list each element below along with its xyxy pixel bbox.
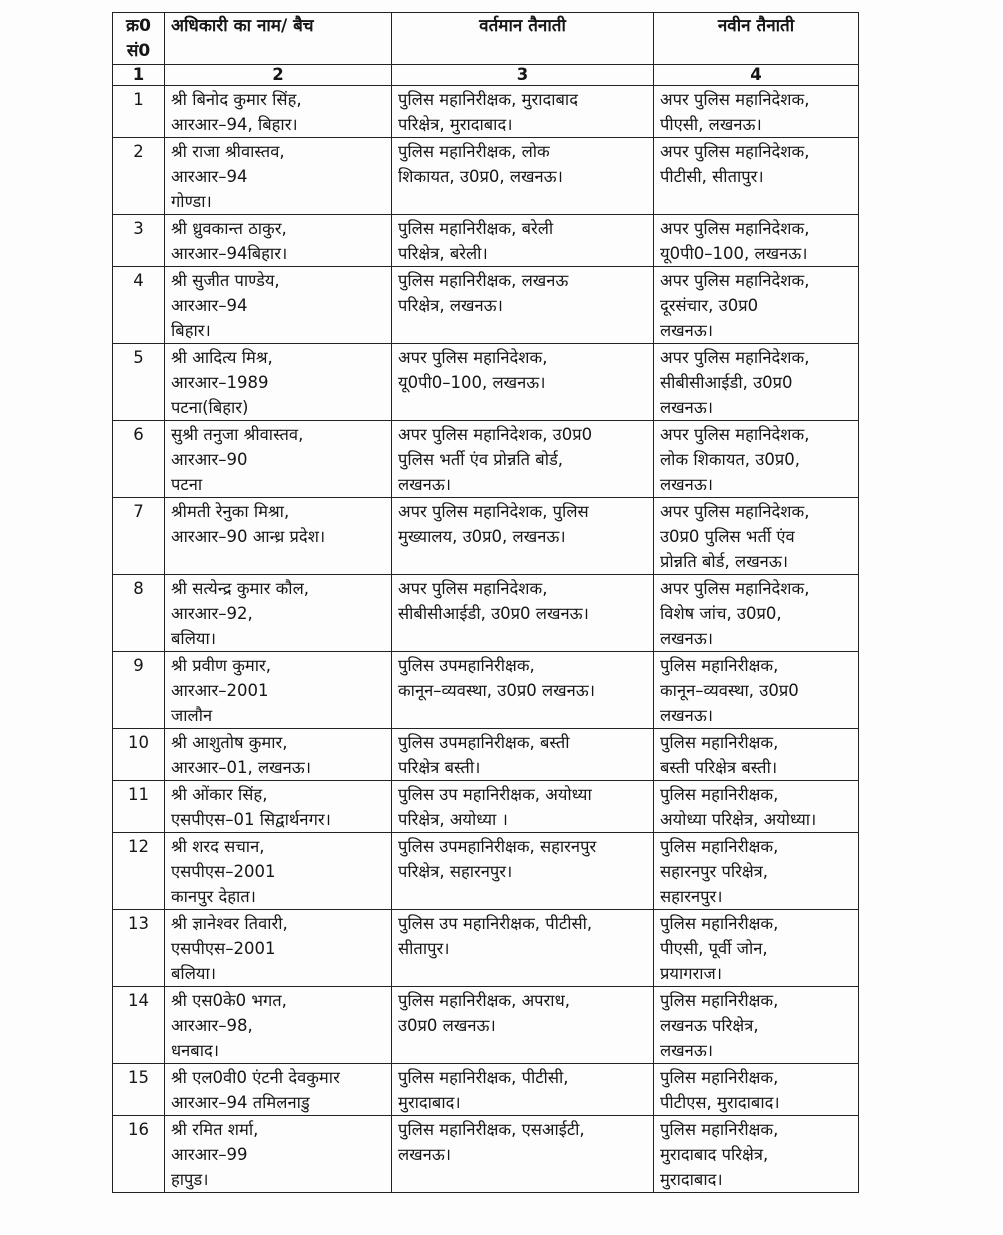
officer-name-line: बिहार। — [171, 321, 211, 340]
new-posting-line: लखनऊ। — [660, 475, 714, 494]
column-number: 1 — [113, 65, 165, 86]
current-posting-line: परिक्षेत्र, अयोध्या । — [398, 810, 508, 829]
officer-name-line: बलिया। — [171, 964, 216, 983]
current-posting-line: पुलिस उपमहानिरीक्षक, बस्ती — [398, 733, 570, 752]
new-posting-line: पुलिस महानिरीक्षक, — [660, 991, 779, 1010]
current-posting-line: पुलिस महानिरीक्षक, लखनऊ — [398, 271, 569, 290]
new-posting-line: सहारनपुर परिक्षेत्र, — [660, 862, 769, 881]
new-posting-cell — [654, 1116, 859, 1193]
table-row — [113, 1064, 859, 1116]
table-row — [113, 781, 859, 833]
officer-name-line: एसपीएस–2001 — [171, 939, 276, 958]
header-officer-name: अधिकारी का नाम/ बैच — [165, 13, 392, 65]
transfer-table — [112, 12, 859, 1193]
new-posting-line: दूरसंचार, उ0प्र0 — [660, 296, 759, 315]
new-posting-line: पीएसी, पूर्वी जोन, — [660, 939, 768, 958]
current-posting-line: सीबीसीआईडी, उ0प्र0 लखनऊ। — [398, 604, 589, 623]
current-posting-line: कानून–व्यवस्था, उ0प्र0 लखनऊ। — [398, 681, 596, 700]
new-posting-line: उ0प्र0 पुलिस भर्ती एंव — [660, 527, 795, 546]
new-posting-line: पुलिस महानिरीक्षक, — [660, 656, 779, 675]
current-posting-line: पुलिस महानिरीक्षक, पीटीसी, — [398, 1068, 569, 1087]
officer-name-line: एसपीएस–2001 — [171, 862, 276, 881]
new-posting-cell — [654, 987, 859, 1064]
officer-name-cell — [165, 421, 392, 498]
current-posting-line: परिक्षेत्र, लखनऊ। — [398, 296, 503, 315]
officer-name-line: श्री राजा श्रीवास्तव, — [171, 142, 285, 161]
officer-name-cell — [165, 910, 392, 987]
officer-name-line: आरआर–01, लखनऊ। — [171, 758, 312, 777]
table-row — [113, 575, 859, 652]
new-posting-line: यू0पी0–100, लखनऊ। — [660, 244, 808, 263]
current-posting-line: मुख्यालय, उ0प्र0, लखनऊ। — [398, 527, 566, 546]
current-posting-cell — [392, 215, 654, 267]
new-posting-line: अपर पुलिस महानिदेशक, — [660, 142, 810, 161]
officer-name-line: श्री आशुतोष कुमार, — [171, 733, 288, 752]
current-posting-line: पुलिस उपमहानिरीक्षक, सहारनपुर — [398, 837, 597, 856]
new-posting-line: अपर पुलिस महानिदेशक, — [660, 348, 810, 367]
serial-number-cell: 16 — [113, 1116, 165, 1193]
serial-number-cell: 4 — [113, 267, 165, 344]
serial-number-cell: 7 — [113, 498, 165, 575]
new-posting-line: पीएसी, लखनऊ। — [660, 115, 762, 134]
new-posting-line: अयोध्या परिक्षेत्र, अयोध्या। — [660, 810, 817, 829]
new-posting-line: अपर पुलिस महानिदेशक, — [660, 425, 810, 444]
new-posting-line: लोक शिकायत, उ0प्र0, — [660, 450, 800, 469]
new-posting-line: कानून–व्यवस्था, उ0प्र0 — [660, 681, 799, 700]
new-posting-line: मुरादाबाद। — [660, 1170, 723, 1189]
officer-name-line: एसपीएस–01 सिद्वार्थनगर। — [171, 810, 331, 829]
officer-name-line: आरआर–92, — [171, 604, 253, 623]
table-row — [113, 498, 859, 575]
officer-name-line: जालौन — [171, 706, 213, 725]
column-number-row — [113, 65, 859, 86]
officer-name-line: श्री एस0के0 भगत, — [171, 991, 287, 1010]
current-posting-line: पुलिस भर्ती एंव प्रोन्नति बोर्ड, — [398, 450, 564, 469]
serial-number-cell: 5 — [113, 344, 165, 421]
officer-name-line: श्री सत्येन्द्र कुमार कौल, — [171, 579, 309, 598]
table-row — [113, 138, 859, 215]
officer-name-line: आरआर–94, बिहार। — [171, 115, 298, 134]
new-posting-cell — [654, 86, 859, 138]
table-row — [113, 729, 859, 781]
serial-number-cell: 13 — [113, 910, 165, 987]
officer-name-line: आरआर–90 आन्ध्र प्रदेश। — [171, 527, 326, 546]
officer-name-line: आरआर–98, — [171, 1016, 253, 1035]
current-posting-cell — [392, 575, 654, 652]
table-row — [113, 215, 859, 267]
officer-name-line: आरआर–90 — [171, 450, 248, 469]
new-posting-cell — [654, 498, 859, 575]
current-posting-line: परिक्षेत्र, सहारनपुर। — [398, 862, 513, 881]
officer-name-line: श्री ओंकार सिंह, — [171, 785, 268, 804]
officer-name-cell — [165, 652, 392, 729]
new-posting-line: पुलिस महानिरीक्षक, — [660, 914, 779, 933]
new-posting-cell — [654, 652, 859, 729]
current-posting-cell — [392, 987, 654, 1064]
current-posting-cell — [392, 1116, 654, 1193]
officer-name-line: आरआर–94 तमिलनाडु — [171, 1093, 310, 1112]
officer-name-line: आरआर–94 — [171, 167, 248, 186]
officer-name-cell — [165, 267, 392, 344]
new-posting-cell — [654, 344, 859, 421]
current-posting-line: पुलिस उप महानिरीक्षक, अयोध्या — [398, 785, 592, 804]
current-posting-line: अपर पुलिस महानिदेशक, पुलिस — [398, 502, 589, 521]
officer-name-cell — [165, 833, 392, 910]
officer-name-line: कानपुर देहात। — [171, 887, 256, 906]
officer-name-line: श्री प्रवीण कुमार, — [171, 656, 272, 675]
officer-name-line: श्री रमित शर्मा, — [171, 1120, 259, 1139]
serial-number-cell: 12 — [113, 833, 165, 910]
officer-name-line: आरआर–99 — [171, 1145, 248, 1164]
officer-name-line: बलिया। — [171, 629, 216, 648]
current-posting-line: सीतापुर। — [398, 939, 450, 958]
current-posting-line: यू0पी0–100, लखनऊ। — [398, 373, 546, 392]
new-posting-cell — [654, 729, 859, 781]
header-serial-line: सं0 — [126, 41, 151, 61]
table-row — [113, 833, 859, 910]
new-posting-line: लखनऊ। — [660, 398, 714, 417]
new-posting-line: पुलिस महानिरीक्षक, — [660, 733, 779, 752]
table-row — [113, 652, 859, 729]
new-posting-line: पुलिस महानिरीक्षक, — [660, 1120, 779, 1139]
current-posting-line: पुलिस महानिरीक्षक, बरेली — [398, 219, 554, 238]
officer-name-line: श्री ज्ञानेश्वर तिवारी, — [171, 914, 288, 933]
new-posting-line: बस्ती परिक्षेत्र बस्ती। — [660, 758, 778, 777]
new-posting-cell — [654, 267, 859, 344]
new-posting-line: पुलिस महानिरीक्षक, — [660, 1068, 779, 1087]
current-posting-cell — [392, 138, 654, 215]
current-posting-line: लखनऊ। — [398, 1145, 452, 1164]
table-body — [113, 86, 859, 1193]
table-row — [113, 344, 859, 421]
new-posting-line: अपर पुलिस महानिदेशक, — [660, 502, 810, 521]
table-row — [113, 910, 859, 987]
serial-number-cell: 1 — [113, 86, 165, 138]
officer-name-cell — [165, 1116, 392, 1193]
officer-name-line: हापुड। — [171, 1170, 209, 1189]
new-posting-cell — [654, 910, 859, 987]
officer-name-cell — [165, 215, 392, 267]
new-posting-cell — [654, 215, 859, 267]
new-posting-line: लखनऊ। — [660, 1041, 714, 1060]
officer-name-line: श्रीमती रेनुका मिश्रा, — [171, 502, 290, 521]
current-posting-line: परिक्षेत्र, बरेली। — [398, 244, 488, 263]
header-serial-line: क्र0 — [126, 16, 151, 36]
officer-name-cell — [165, 498, 392, 575]
officer-name-cell — [165, 781, 392, 833]
serial-number-cell: 6 — [113, 421, 165, 498]
current-posting-line: अपर पुलिस महानिदेशक, — [398, 348, 548, 367]
new-posting-line: प्रयागराज। — [660, 964, 723, 983]
new-posting-line: मुरादाबाद परिक्षेत्र, — [660, 1145, 769, 1164]
new-posting-cell — [654, 138, 859, 215]
officer-name-cell — [165, 86, 392, 138]
new-posting-line: अपर पुलिस महानिदेशक, — [660, 271, 810, 290]
serial-number-cell: 10 — [113, 729, 165, 781]
current-posting-cell — [392, 344, 654, 421]
current-posting-line: पुलिस उप महानिरीक्षक, पीटीसी, — [398, 914, 593, 933]
current-posting-cell — [392, 86, 654, 138]
current-posting-cell — [392, 652, 654, 729]
new-posting-cell — [654, 421, 859, 498]
serial-number-cell: 9 — [113, 652, 165, 729]
officer-name-cell — [165, 987, 392, 1064]
current-posting-line: परिक्षेत्र बस्ती। — [398, 758, 481, 777]
officer-name-cell — [165, 575, 392, 652]
current-posting-cell — [392, 910, 654, 987]
officer-name-cell — [165, 1064, 392, 1116]
serial-number-cell: 15 — [113, 1064, 165, 1116]
header-current-posting: वर्तमान तैनाती — [392, 13, 654, 65]
new-posting-line: सहारनपुर। — [660, 887, 723, 906]
new-posting-cell — [654, 1064, 859, 1116]
new-posting-line: पुलिस महानिरीक्षक, — [660, 785, 779, 804]
current-posting-line: पुलिस उपमहानिरीक्षक, — [398, 656, 535, 675]
header-row — [113, 13, 859, 65]
serial-number-cell: 3 — [113, 215, 165, 267]
table-row — [113, 421, 859, 498]
current-posting-line: अपर पुलिस महानिदेशक, — [398, 579, 548, 598]
new-posting-line: लखनऊ। — [660, 629, 714, 648]
current-posting-line: शिकायत, उ0प्र0, लखनऊ। — [398, 167, 563, 186]
table-row — [113, 86, 859, 138]
table-row — [113, 267, 859, 344]
officer-name-line: आरआर–94बिहार। — [171, 244, 288, 263]
header-new-posting: नवीन तैनाती — [654, 13, 859, 65]
officer-name-cell — [165, 138, 392, 215]
header-serial — [113, 13, 165, 65]
current-posting-line: मुरादाबाद। — [398, 1093, 461, 1112]
current-posting-line: पुलिस महानिरीक्षक, मुरादाबाद — [398, 90, 578, 109]
serial-number-cell: 11 — [113, 781, 165, 833]
column-number: 3 — [392, 65, 654, 86]
current-posting-cell — [392, 1064, 654, 1116]
current-posting-cell — [392, 729, 654, 781]
officer-name-line: पटना(बिहार) — [171, 398, 249, 417]
officer-name-line: श्री एल0वी0 एंटनी देवकुमार — [171, 1068, 340, 1087]
officer-name-line: श्री ध्रुवकान्त ठाकुर, — [171, 219, 287, 238]
officer-name-cell — [165, 344, 392, 421]
serial-number-cell: 8 — [113, 575, 165, 652]
new-posting-line: पीटीसी, सीतापुर। — [660, 167, 764, 186]
officer-name-line: गोण्डा। — [171, 192, 212, 211]
officer-name-line: श्री शरद सचान, — [171, 837, 265, 856]
column-number: 2 — [165, 65, 392, 86]
current-posting-line: पुलिस महानिरीक्षक, अपराध, — [398, 991, 570, 1010]
serial-number-cell: 2 — [113, 138, 165, 215]
new-posting-cell — [654, 781, 859, 833]
officer-name-line: आरआर–1989 — [171, 373, 269, 392]
current-posting-line: पुलिस महानिरीक्षक, लोक — [398, 142, 550, 161]
current-posting-cell — [392, 421, 654, 498]
officer-name-line: धनबाद। — [171, 1041, 220, 1060]
new-posting-cell — [654, 833, 859, 910]
table-row — [113, 1116, 859, 1193]
current-posting-line: परिक्षेत्र, मुरादाबाद। — [398, 115, 513, 134]
column-number: 4 — [654, 65, 859, 86]
current-posting-cell — [392, 833, 654, 910]
officer-name-line: आरआर–2001 — [171, 681, 269, 700]
new-posting-line: लखनऊ। — [660, 321, 714, 340]
officer-name-line: श्री बिनोद कुमार सिंह, — [171, 90, 302, 109]
new-posting-line: सीबीसीआईडी, उ0प्र0 — [660, 373, 793, 392]
new-posting-line: विशेष जांच, उ0प्र0, — [660, 604, 782, 623]
new-posting-cell — [654, 575, 859, 652]
new-posting-line: पुलिस महानिरीक्षक, — [660, 837, 779, 856]
new-posting-line: लखनऊ परिक्षेत्र, — [660, 1016, 759, 1035]
current-posting-line: लखनऊ। — [398, 475, 452, 494]
serial-number-cell: 14 — [113, 987, 165, 1064]
current-posting-line: अपर पुलिस महानिदेशक, उ0प्र0 — [398, 425, 593, 444]
current-posting-cell — [392, 267, 654, 344]
current-posting-line: उ0प्र0 लखनऊ। — [398, 1016, 496, 1035]
current-posting-cell — [392, 498, 654, 575]
officer-name-line: श्री आदित्य मिश्र, — [171, 348, 273, 367]
new-posting-line: पीटीएस, मुरादाबाद। — [660, 1093, 780, 1112]
officer-name-cell — [165, 729, 392, 781]
officer-name-line: पटना — [171, 475, 203, 494]
current-posting-line: पुलिस महानिरीक्षक, एसआईटी, — [398, 1120, 585, 1139]
officer-name-line: सुश्री तनुजा श्रीवास्तव, — [171, 425, 304, 444]
new-posting-line: अपर पुलिस महानिदेशक, — [660, 219, 810, 238]
new-posting-line: अपर पुलिस महानिदेशक, — [660, 90, 810, 109]
new-posting-line: अपर पुलिस महानिदेशक, — [660, 579, 810, 598]
current-posting-cell — [392, 781, 654, 833]
new-posting-line: प्रोन्नति बोर्ड, लखनऊ। — [660, 552, 789, 571]
table-row — [113, 987, 859, 1064]
officer-name-line: आरआर–94 — [171, 296, 248, 315]
new-posting-line: लखनऊ। — [660, 706, 714, 725]
officer-name-line: श्री सुजीत पाण्डेय, — [171, 271, 280, 290]
